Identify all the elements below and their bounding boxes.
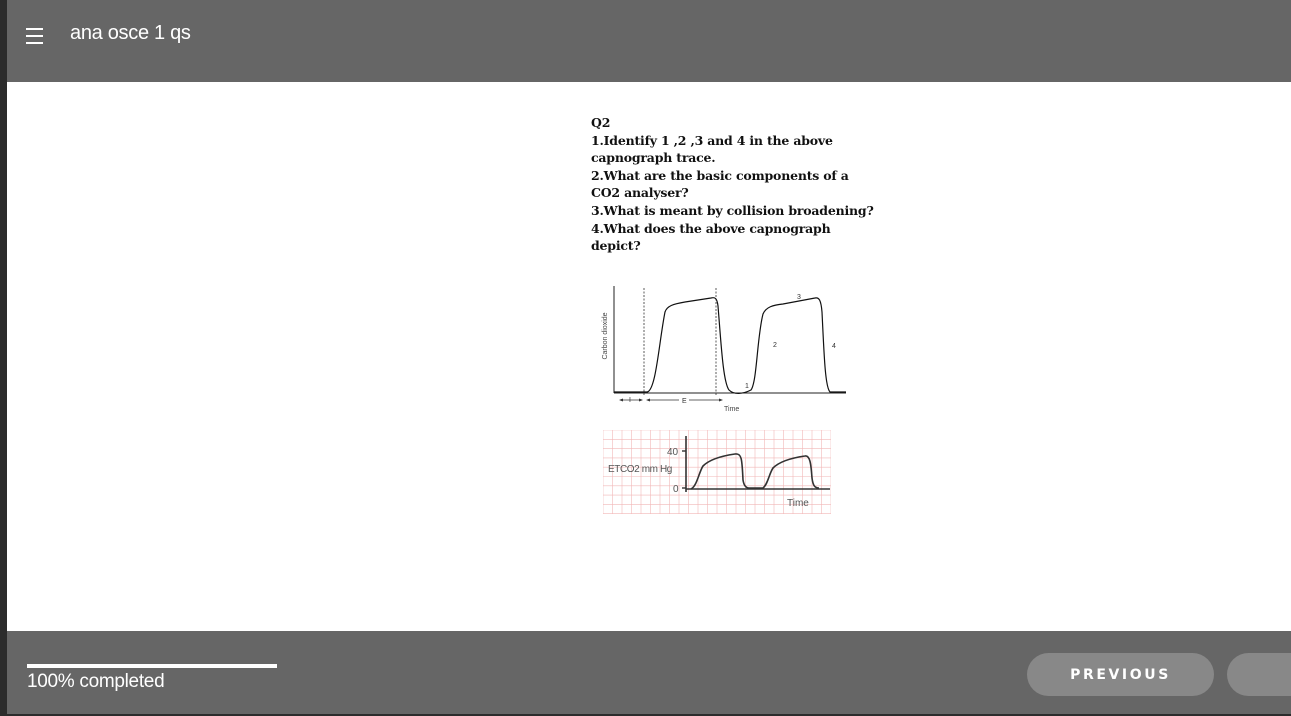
window-left-edge — [0, 0, 7, 716]
question-line: depict? — [591, 238, 641, 254]
marker-2: 2 — [773, 342, 777, 349]
phase-i-label: I — [629, 397, 631, 404]
capnograph-figure — [593, 282, 855, 420]
phase-e-label: E — [682, 398, 687, 405]
arrow-head — [619, 399, 623, 402]
app-title: ana osce 1 qs — [70, 22, 191, 44]
hamburger-menu-icon[interactable] — [26, 27, 44, 45]
marker-1: 1 — [745, 383, 749, 390]
next-button[interactable] — [1227, 653, 1291, 696]
question-number: Q2 — [591, 115, 611, 130]
etco2-figure — [603, 430, 831, 514]
arrow-head — [646, 399, 650, 402]
figure1-x-label: Time — [724, 406, 740, 413]
top-app-bar — [7, 0, 1291, 82]
progress-label: 100% completed — [27, 671, 165, 692]
arrow-head — [639, 399, 643, 402]
question-line: 1.Identify 1 ,2 ,3 and 4 in the above — [591, 132, 833, 148]
question-content — [7, 82, 1291, 631]
progress-fill — [27, 664, 277, 668]
previous-button[interactable]: PREVIOUS — [1027, 653, 1214, 696]
question-line: capnograph trace. — [591, 150, 716, 166]
figure2-tick-low: 0 — [673, 484, 679, 495]
figure2-y-label: ETCO2 mm Hg — [608, 464, 672, 475]
question-line: CO2 analyser? — [591, 185, 689, 201]
marker-3: 3 — [797, 294, 801, 301]
marker-4: 4 — [832, 343, 836, 350]
bottom-bar — [7, 631, 1291, 714]
figure1-y-label: Carbon dioxide — [602, 312, 609, 360]
arrow-head — [719, 399, 723, 402]
question-text — [591, 114, 874, 255]
question-line: 3.What is meant by collision broadening? — [591, 202, 874, 218]
figure2-tick-high: 40 — [667, 447, 679, 458]
question-line: 2.What are the basic components of a — [591, 167, 849, 183]
question-line: 4.What does the above capnograph — [591, 220, 831, 236]
progress-bar — [27, 664, 277, 668]
figure2-x-label: Time — [787, 498, 809, 509]
capnograph-trace — [614, 298, 846, 394]
